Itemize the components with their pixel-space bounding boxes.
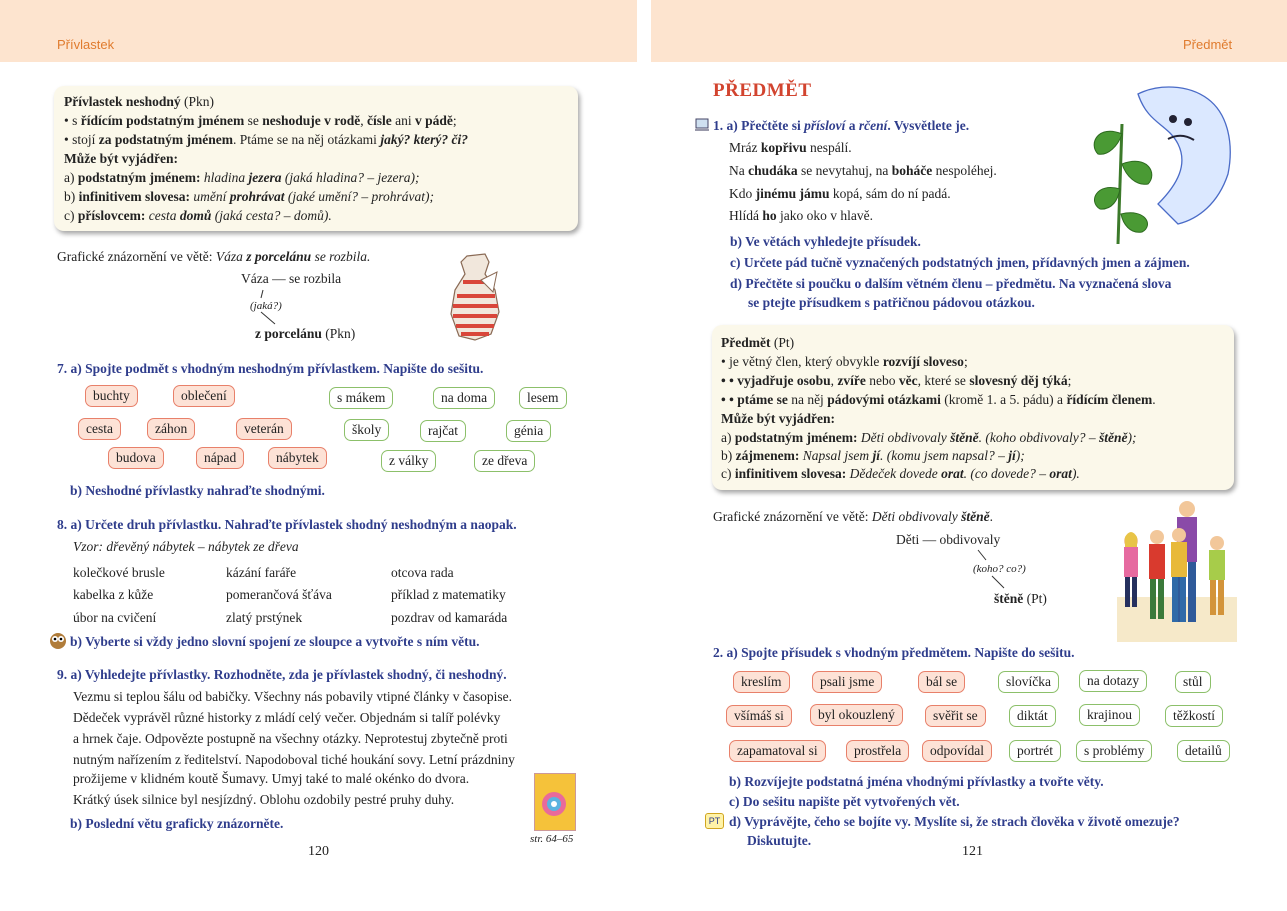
left-running-head: Přívlastek <box>57 37 115 52</box>
left-header-band <box>0 0 637 62</box>
rdef-line-3: • • vyjadřuje osobu, zvíře nebo věc, které se slovesný děj týká; <box>721 373 1072 388</box>
ex2c: c) Do sešitu napište pět vytvořených vět. <box>729 794 960 809</box>
children-illustration <box>1117 497 1237 642</box>
chip-z-valky[interactable]: z války <box>381 450 436 472</box>
chip-zapamatoval-si[interactable]: zapamatoval si <box>729 740 826 762</box>
ex8-c3-r3: pozdrav od kamaráda <box>391 610 508 625</box>
workbook-flower-icon <box>538 788 570 820</box>
rdef-line-8: c) infinitivem slovesa: Dědeček dovede orat. (co dovede? – orat). <box>721 466 1080 481</box>
ex9-text-5: prožijeme v klidném koutě Šumavy. Umyj také to malé okénko do dvora. <box>73 771 470 786</box>
ex9-text-1: Vezmu si teplou šálu od babičky. Všechny nás pobavily vtipné články v časopise. <box>73 689 513 704</box>
ex9-text-6: Krátký úsek silnice byl nesjízdný. Oblohu ozdobily pestré pruhy duhy. <box>73 792 455 807</box>
chip-s-makem[interactable]: s mákem <box>329 387 393 409</box>
chip-obleceni[interactable]: oblečení <box>173 385 235 407</box>
ex2d-1: d) Vyprávějte, čeho se bojíte vy. Myslíte si, že strach člověka v životě omezuje? <box>729 814 1180 829</box>
chip-na-dotazy[interactable]: na dotazy <box>1079 670 1147 692</box>
ex8-model: Vzor: dřevěný nábytek – nábytek ze dřeva <box>73 539 299 554</box>
ex1b: b) Ve větách vyhledejte přísudek. <box>730 234 921 249</box>
chip-slovicka[interactable]: slovíčka <box>998 671 1059 693</box>
ex9b: b) Poslední větu graficky znázorněte. <box>70 816 284 831</box>
chip-nabytek[interactable]: nábytek <box>268 447 327 469</box>
ex9a: 9. a) Vyhledejte přívlastky. Rozhodněte, zda je přívlastek shodný, či neshodný. <box>57 667 507 682</box>
proverb-1: Mráz kopřivu nespálí. <box>729 140 852 155</box>
chip-byl-okouzleny[interactable]: byl okouzlený <box>810 704 903 726</box>
ex1a: 1. a) Přečtěte si přísloví a rčení. Vysvětlete je. <box>713 118 970 133</box>
chip-veteran[interactable]: veterán <box>236 418 292 440</box>
ex8a: 8. a) Určete druh přívlastku. Nahraďte přívlastek shodný neshodným a naopak. <box>57 517 517 532</box>
right-header-band <box>651 0 1287 62</box>
chip-detailu[interactable]: detailů <box>1177 740 1230 762</box>
diagram-bottom: z porcelánu (Pkn) <box>255 326 356 341</box>
ex2a: 2. a) Spojte přísudek s vhodným předmětem. Napište do sešitu. <box>713 645 1075 660</box>
owl-icon <box>48 630 68 650</box>
def-line-5: a) podstatným jménem: hladina jezera (jaká hladina? – jezera); <box>64 170 420 185</box>
left-page-number: 120 <box>308 844 329 859</box>
ex9-text-4: nutným nařízením z ředitelství. Napodoboval tiché houkání sovy. Letní prázdniny <box>73 752 515 767</box>
ex1d-2: se ptejte přísudkem s patřičnou pádovou otázkou. <box>748 295 1035 310</box>
chip-budova[interactable]: budova <box>108 447 164 469</box>
diagram-connector <box>255 288 285 328</box>
ex8-c2-r3: zlatý prstýnek <box>226 610 303 625</box>
chip-vsimas-si[interactable]: všímáš si <box>726 705 792 727</box>
diagram-question: (jaká?) <box>250 300 282 312</box>
book-gutter <box>637 0 651 911</box>
chip-na-doma[interactable]: na doma <box>433 387 495 409</box>
rdef-line-1: Předmět (Pt) <box>721 335 795 350</box>
def-line-4: Může být vyjádřen: <box>64 151 178 166</box>
chip-ze-dreva[interactable]: ze dřeva <box>474 450 535 472</box>
chip-prostrela[interactable]: prostřela <box>846 740 909 762</box>
rdiagram-bottom: štěně (Pt) <box>994 591 1047 606</box>
chip-portret[interactable]: portrét <box>1009 740 1061 762</box>
workbook-ref: str. 64–65 <box>530 833 574 845</box>
chip-rajcat[interactable]: rajčat <box>420 420 466 442</box>
def-line-2: • s řídícím podstatným jménem se neshoduje v rodě, čísle ani v pádě; <box>64 113 457 128</box>
graphic-intro: Grafické znázornění ve větě: Váza z porcelánu se rozbila. <box>57 249 371 264</box>
ex9-text-3: a hrnek čaje. Odpovězte postupně na všechny otázky. Neprotestuj zbytečně proti <box>73 731 508 746</box>
def-line-1: Přívlastek neshodný (Pkn) <box>64 94 215 109</box>
chip-s-problemy[interactable]: s problémy <box>1076 740 1152 762</box>
ex1d-1: d) Přečtěte si poučku o dalším větném členu – předmětu. Na vyznačená slova <box>730 276 1172 291</box>
ex8-c1-r1: kolečkové brusle <box>73 565 165 580</box>
pt-badge: PT <box>705 813 724 829</box>
ex1c: c) Určete pád tučně vyznačených podstatných jmen, přídavných jmen a zájmen. <box>730 255 1190 270</box>
chip-genia[interactable]: génia <box>506 420 551 442</box>
ex9-text-2: Dědeček vyprávěl různé historky z mládí celý večer. Objednám si talíř polévky <box>73 710 501 725</box>
ex2b: b) Rozvíjejte podstatná jména vhodnými přívlastky a tvořte věty. <box>729 774 1104 789</box>
ex8-c2-r1: kázání faráře <box>226 565 297 580</box>
rdef-line-6: a) podstatným jménem: Děti obdivovaly štěně. (koho obdivovaly? – štěně); <box>721 430 1137 445</box>
rgraphic-intro: Grafické znázornění ve větě: Děti obdivovaly štěně. <box>713 509 994 524</box>
proverb-3: Kdo jinému jámu kopá, sám do ní padá. <box>729 186 951 201</box>
rdef-line-2: • je větný člen, který obvykle rozvíjí sloveso; <box>721 354 968 369</box>
chip-odpovidal[interactable]: odpovídal <box>922 740 992 762</box>
chip-stul[interactable]: stůl <box>1175 671 1211 693</box>
chip-sverit-se[interactable]: svěřit se <box>925 705 986 727</box>
chip-lesem[interactable]: lesem <box>519 387 567 409</box>
ex7b: b) Neshodné přívlastky nahraďte shodnými. <box>70 483 325 498</box>
chip-krajinou[interactable]: krajinou <box>1079 704 1140 726</box>
ex8-c3-r1: otcova rada <box>391 565 454 580</box>
proverb-4: Hlídá ho jako oko v hlavě. <box>729 208 873 223</box>
right-page-number: 121 <box>962 844 983 859</box>
rdef-line-4: • • ptáme se na něj pádovými otázkami (kromě 1. a 5. pádu) a řídícím členem. <box>721 392 1156 407</box>
rdiagram-top: Děti — obdivovaly <box>896 532 1001 547</box>
computer-icon <box>694 117 710 133</box>
chip-kreslim[interactable]: kreslím <box>733 671 790 693</box>
chip-napad[interactable]: nápad <box>196 447 244 469</box>
def-line-6: b) infinitivem slovesa: umění prohrávat (jaké umění? – prohrávat); <box>64 189 434 204</box>
ex8-c2-r2: pomerančová šťáva <box>226 587 332 602</box>
chip-skoly[interactable]: školy <box>344 419 389 441</box>
chip-tezkosti[interactable]: těžkostí <box>1165 705 1223 727</box>
def-line-7: c) příslovcem: cesta domů (jaká cesta? – domů). <box>64 208 332 223</box>
frost-nettle-illustration <box>1078 84 1236 244</box>
def-line-3: • stojí za podstatným jménem. Ptáme se na něj otázkami jaký? který? či? <box>64 132 469 147</box>
chip-bal-se[interactable]: bál se <box>918 671 965 693</box>
right-running-head: Předmět <box>1183 37 1233 52</box>
vase-illustration <box>445 252 505 344</box>
rdef-line-5: Může být vyjádřen: <box>721 411 835 426</box>
diagram-top: Váza — se rozbila <box>241 271 342 286</box>
ex8-c1-r2: kabelka z kůže <box>73 587 154 602</box>
rdef-line-7: b) zájmenem: Napsal jsem jí. (komu jsem napsal? – jí); <box>721 448 1025 463</box>
ex7a: 7. a) Spojte podmět s vhodným neshodným přívlastkem. Napište do sešitu. <box>57 361 484 376</box>
ex8-c1-r3: úbor na cvičení <box>73 610 157 625</box>
chip-psali-jsme[interactable]: psali jsme <box>812 671 882 693</box>
rdiagram-question: (koho? co?) <box>973 563 1026 575</box>
chip-buchty[interactable]: buchty <box>85 385 138 407</box>
ex2d-2: Diskutujte. <box>747 833 812 848</box>
ex8-c3-r2: příklad z matematiky <box>391 587 506 602</box>
page-title: PŘEDMĚT <box>713 80 812 101</box>
chip-zahon[interactable]: záhon <box>147 418 195 440</box>
chip-cesta[interactable]: cesta <box>78 418 121 440</box>
chip-diktat[interactable]: diktát <box>1009 705 1056 727</box>
proverb-2: Na chudáka se nevytahuj, na boháče nespoléhej. <box>729 163 997 178</box>
ex8b: b) Vyberte si vždy jedno slovní spojení ze sloupce a vytvořte s ním větu. <box>70 634 480 649</box>
